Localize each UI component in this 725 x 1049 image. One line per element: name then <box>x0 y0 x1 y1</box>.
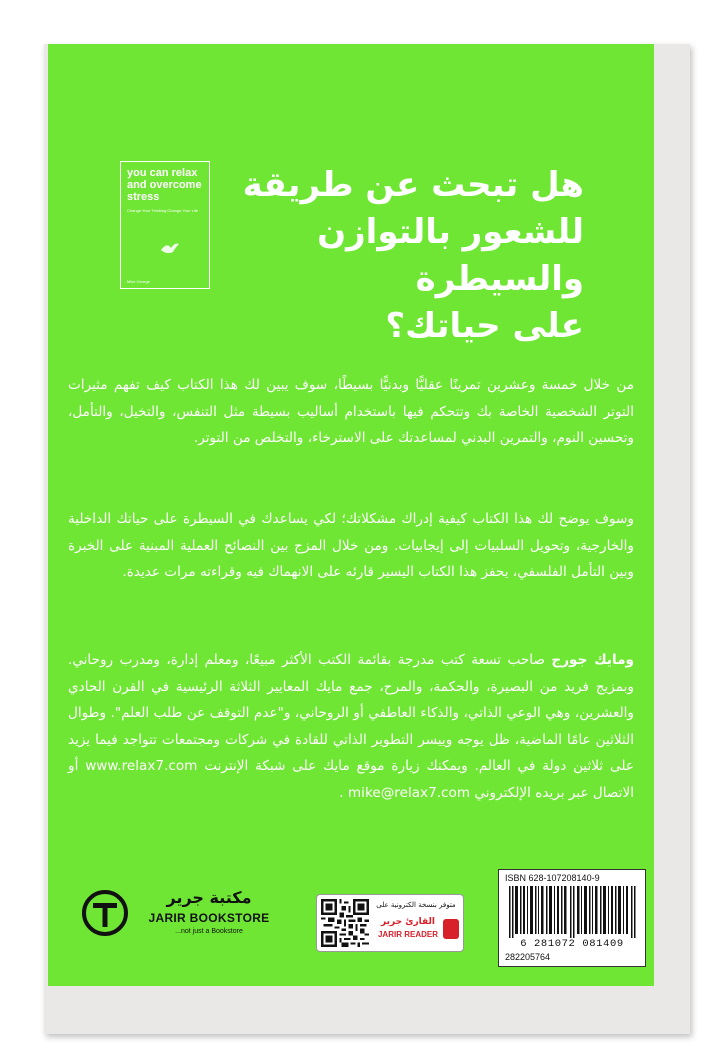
mini-cover-author: Mike George <box>127 279 150 284</box>
mini-cover-title: you can relax and overcome stress <box>127 167 202 203</box>
paragraph-2: وسوف يوضح لك هذا الكتاب كيفية إدراك مشكلاتك؛ لكي يساعدك في السيطرة على حياتك الداخلية والخارجية، وتحويل السلبيات إلى إيجابيات. ومن خلال المزج بين النصائح العملية المبنية على الخبرة وبين التأمل الفلسفي، يحفز هذا الكتاب اليسير قارئه على الانهماك فيه وقراءته مرات عديدة. <box>68 511 634 580</box>
book-back-cover <box>44 44 690 1034</box>
reader-logo-ar: القارئ جرير <box>381 917 435 927</box>
headline-line-3: على حياتك؟ <box>385 306 584 346</box>
jarir-reader-badge <box>316 894 464 952</box>
headline-line-2: للشعور بالتوازن والسيطرة <box>317 212 584 299</box>
publisher-name-ar: مكتبة جرير <box>166 888 252 907</box>
ean-number: 6 281072 081409 <box>520 938 624 950</box>
barcode-icon <box>505 886 639 938</box>
paragraph-author-bio <box>68 647 634 806</box>
reader-app-icon <box>443 919 459 939</box>
publisher-name-en: JARIR BOOKSTORE <box>148 911 270 925</box>
author-name: ومايك جورج <box>551 652 634 668</box>
author-bio-text: صاحب تسعة كتب مدرجة بقائمة الكتب الأكثر مبيعًا، ومعلم إدارة، ومدرب روحاني. وبمزيج فريد من البصيرة، والحكمة، والمرح، جمع مايك المعايير الثلاثة الرئيسية في القرن الحادي والعشرين، وهي الوعي الذاتي، والذكاء العاطفي أو الروحاني، و"عدم التوقف عن طلب العلم". وطوال الثلاثين عامًا الماضية، ظل يوجه وييسر التطوير الذاتي للقادة في شركات ومجتمعات تتواجد فيما يزيد على ثلاثين دولة في العالم. ويمكنك زيارة موقع مايك على شبكة الإنترنت www.relax7.com أو الاتصال عبر بريده الإلكتروني mike@relax7.com . <box>68 652 634 801</box>
green-panel <box>48 44 654 986</box>
dove-icon <box>159 240 181 256</box>
mini-cover-thumbnail <box>120 161 210 289</box>
headline-line-1: هل تبحث عن طريقة <box>242 165 584 205</box>
isbn-text: ISBN 628-107208140-9 <box>505 873 600 883</box>
barcode-label <box>498 869 646 967</box>
ebook-available-label: متوفر بنسخة الكترونية على <box>376 901 456 909</box>
reader-logo-en: JARIR READER <box>377 930 438 939</box>
jarir-bookstore-logo <box>80 882 290 952</box>
mini-cover-subtitle: Change Your Thinking Change Your Life <box>127 208 199 213</box>
publisher-tagline: ...not just a Bookstore <box>175 928 243 935</box>
paragraph-1: من خلال خمسة وعشرين تمرينًا عقليًّا وبدنيًّا بسيطًا، سوف يبين لك هذا الكتاب كيف تفهم مثيرات التوتر الشخصية الخاصة بك وتتحكم فيها باستخدام أساليب بسيطة مثل التنفس، والتخيل، والتأمل، وتحسين النوم، والتمرين البدني لمساعدتك على الاسترخاء، والتخلص من التوتر. <box>68 377 634 446</box>
jarir-logo-icon <box>80 888 130 938</box>
product-code: 282205764 <box>505 952 551 962</box>
qr-code-icon <box>321 899 369 947</box>
headline <box>224 162 584 350</box>
